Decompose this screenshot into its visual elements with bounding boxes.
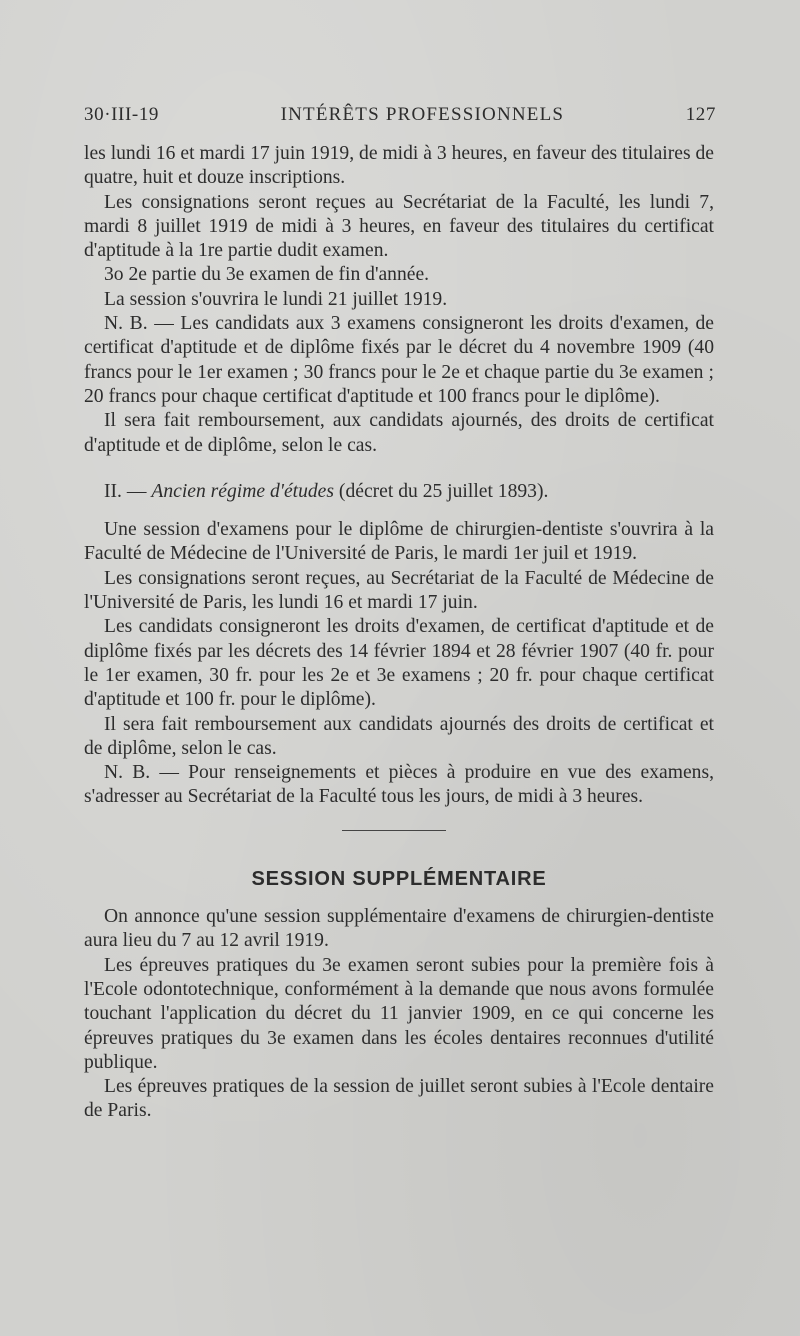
running-header [84,104,716,126]
header-date: 30·III-19 [84,104,160,125]
paragraph: La session s'ouvrira le lundi 21 juillet 1919. [104,288,448,310]
section-title: Ancien régime d'études [151,480,335,502]
section-heading [84,480,714,504]
paragraph: 3o 2e partie du 3e examen de fin d'année. [104,264,430,286]
session-title: SESSION SUPPLÉMENTAIRE [251,867,547,890]
paragraph: On annonce qu'une session supplémentaire d'examens de chirurgien-dentiste aura lieu du 7 au 12 avril 1919. [84,906,714,952]
page-number: 127 [685,104,716,125]
paragraph: Les consignations seront reçues au Secrétariat de la Faculté, les lundi 7, mardi 8 juillet 1919 de midi à 3 heures, en faveur des titulaires du certificat d'aptitude à la 1re partie dudit examen. [84,191,714,262]
paragraph: Les candidats consigneront les droits d'examen, de certificat d'aptitude et de diplôme fixés par les décrets des 14 février 1894 et 28 février 1907 (40 fr. pour le 1er examen, 30 fr. pour les 2e et 3e examens ; 20 fr. pour chaque certificat d'aptitude et 100 fr. pour le diplôme). [84,616,714,711]
header-title: INTÉRÊTS PROFESSIONNELS [280,104,565,125]
paragraph: les lundi 16 et mardi 17 juin 1919, de midi à 3 heures, en faveur des titulaires de quatre, huit et douze inscriptions. [84,143,714,189]
paragraph: Les épreuves pratiques du 3e examen seront subies pour la première fois à l'Ecole odontotechnique, conformément à la demande que nous avons formulée touchant l'application du décret du 11 janvier 1909, en ce qui concerne les épreuves pratiques du 3e examen dans les écoles dentaires reconnues d'utilité publique. [84,954,714,1073]
divider-rule [342,830,446,831]
section-number: II. — [104,480,147,502]
section-decree: (décret du 25 juillet 1893). [338,480,549,502]
paragraph: Une session d'examens pour le diplôme de chirurgien-dentiste s'ouvrira à la Faculté de Médecine de l'Université de Paris, le mardi 1er juil et 1919. [84,519,714,565]
paragraph: N. B. — Les candidats aux 3 examens consigneront les droits d'examen, de certificat d'aptitude et de diplôme fixés par le décret du 4 novembre 1909 (40 francs pour le 1er examen ; 30 francs pour le 2e et chaque partie du 3e examen ; 20 francs pour chaque certificat d'aptitude et 100 francs pour le diplôme). [84,313,714,407]
paragraph: Les épreuves pratiques de la session de juillet seront subies à l'Ecole dentaire de Paris. [84,1076,714,1122]
paragraph: Il sera fait remboursement, aux candidats ajournés, des droits de certificat d'aptitude et de diplôme, selon le cas. [84,410,714,456]
paragraph: N. B. — Pour renseignements et pièces à produire en vue des examens, s'adresser au Secrétariat de la Faculté tous les jours, de midi à 3 heures. [84,762,714,808]
body-text [84,142,714,1124]
paragraph: Les consignations seront reçues, au Secrétariat de la Faculté de Médecine de l'Université de Paris, les lundi 16 et mardi 17 juin. [84,567,714,614]
paragraph: Il sera fait remboursement aux candidats ajournés des droits de certificat et de diplôme, selon le cas. [84,713,714,759]
